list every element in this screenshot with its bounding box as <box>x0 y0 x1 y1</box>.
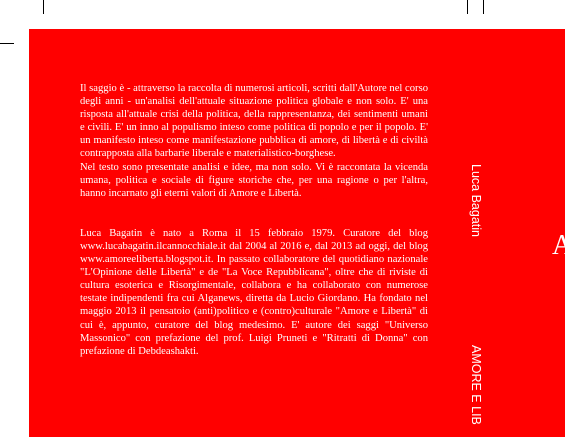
crop-mark <box>483 0 484 14</box>
book-cover <box>29 29 572 437</box>
synopsis-paragraph: Il saggio è - attraverso la raccolta di numerosi articoli, scritti dall'Autore nel corso degli anni - un'analisi dell'attuale situazione politica globale e non solo. E' una risposta all'attuale crisi della politica, della rappresentanza, dei sentimenti umani e civili. E' un inno al populismo inteso come politica di popolo e per il popolo. E' un manifesto inteso come manifestazione pubblica di amore, di libertà e di civiltà contrapposta alla barbarie liberale e materialistico-borghese. <box>80 83 428 160</box>
spine-author: Luca Bagatin <box>469 164 483 237</box>
front-cover-title: A <box>552 230 572 261</box>
back-cover-text <box>80 82 428 358</box>
spine-title: AMORE E LIB <box>469 345 483 425</box>
author-bio: Luca Bagatin è nato a Roma il 15 febbraio 1979. Curatore del blog www.lucabagatin.ilcannocchiale.it dal 2004 al 2016 e, dal 2013 ad oggi, del blog www.amoreeliberta.blogspot.it. In passato collaboratore del quotidiano nazionale "L'Opinione delle Libertà" e de "La Voce Repubblicana", oltre che di riviste di cultura esoterica e Risorgimentale, collabora e ha collaborato con numerose testate indipendenti fra cui Alganews, diretta da Lucio Giordano. Ha fondato nel maggio 2013 il pensatoio (anti)politico e (contro)culturale "Amore e Libertà" di cui è, appunto, curatore del blog medesimo. E' autore dei saggi "Universo Massonico" con prefazione del prof. Luigi Pruneti e "Ritratti di Donna" con prefazione di Debdeashakti. <box>80 227 428 357</box>
crop-mark <box>0 43 14 44</box>
crop-mark <box>467 0 468 14</box>
crop-mark <box>43 0 44 14</box>
synopsis-paragraph: Nel testo sono presentate analisi e idee, ma non solo. Vi è raccontata la vicenda umana, politica e sociale di figure storiche che, per una ragione o per l'altra, hanno incarnato gli eterni valori di Amore e Libertà. <box>80 161 428 199</box>
